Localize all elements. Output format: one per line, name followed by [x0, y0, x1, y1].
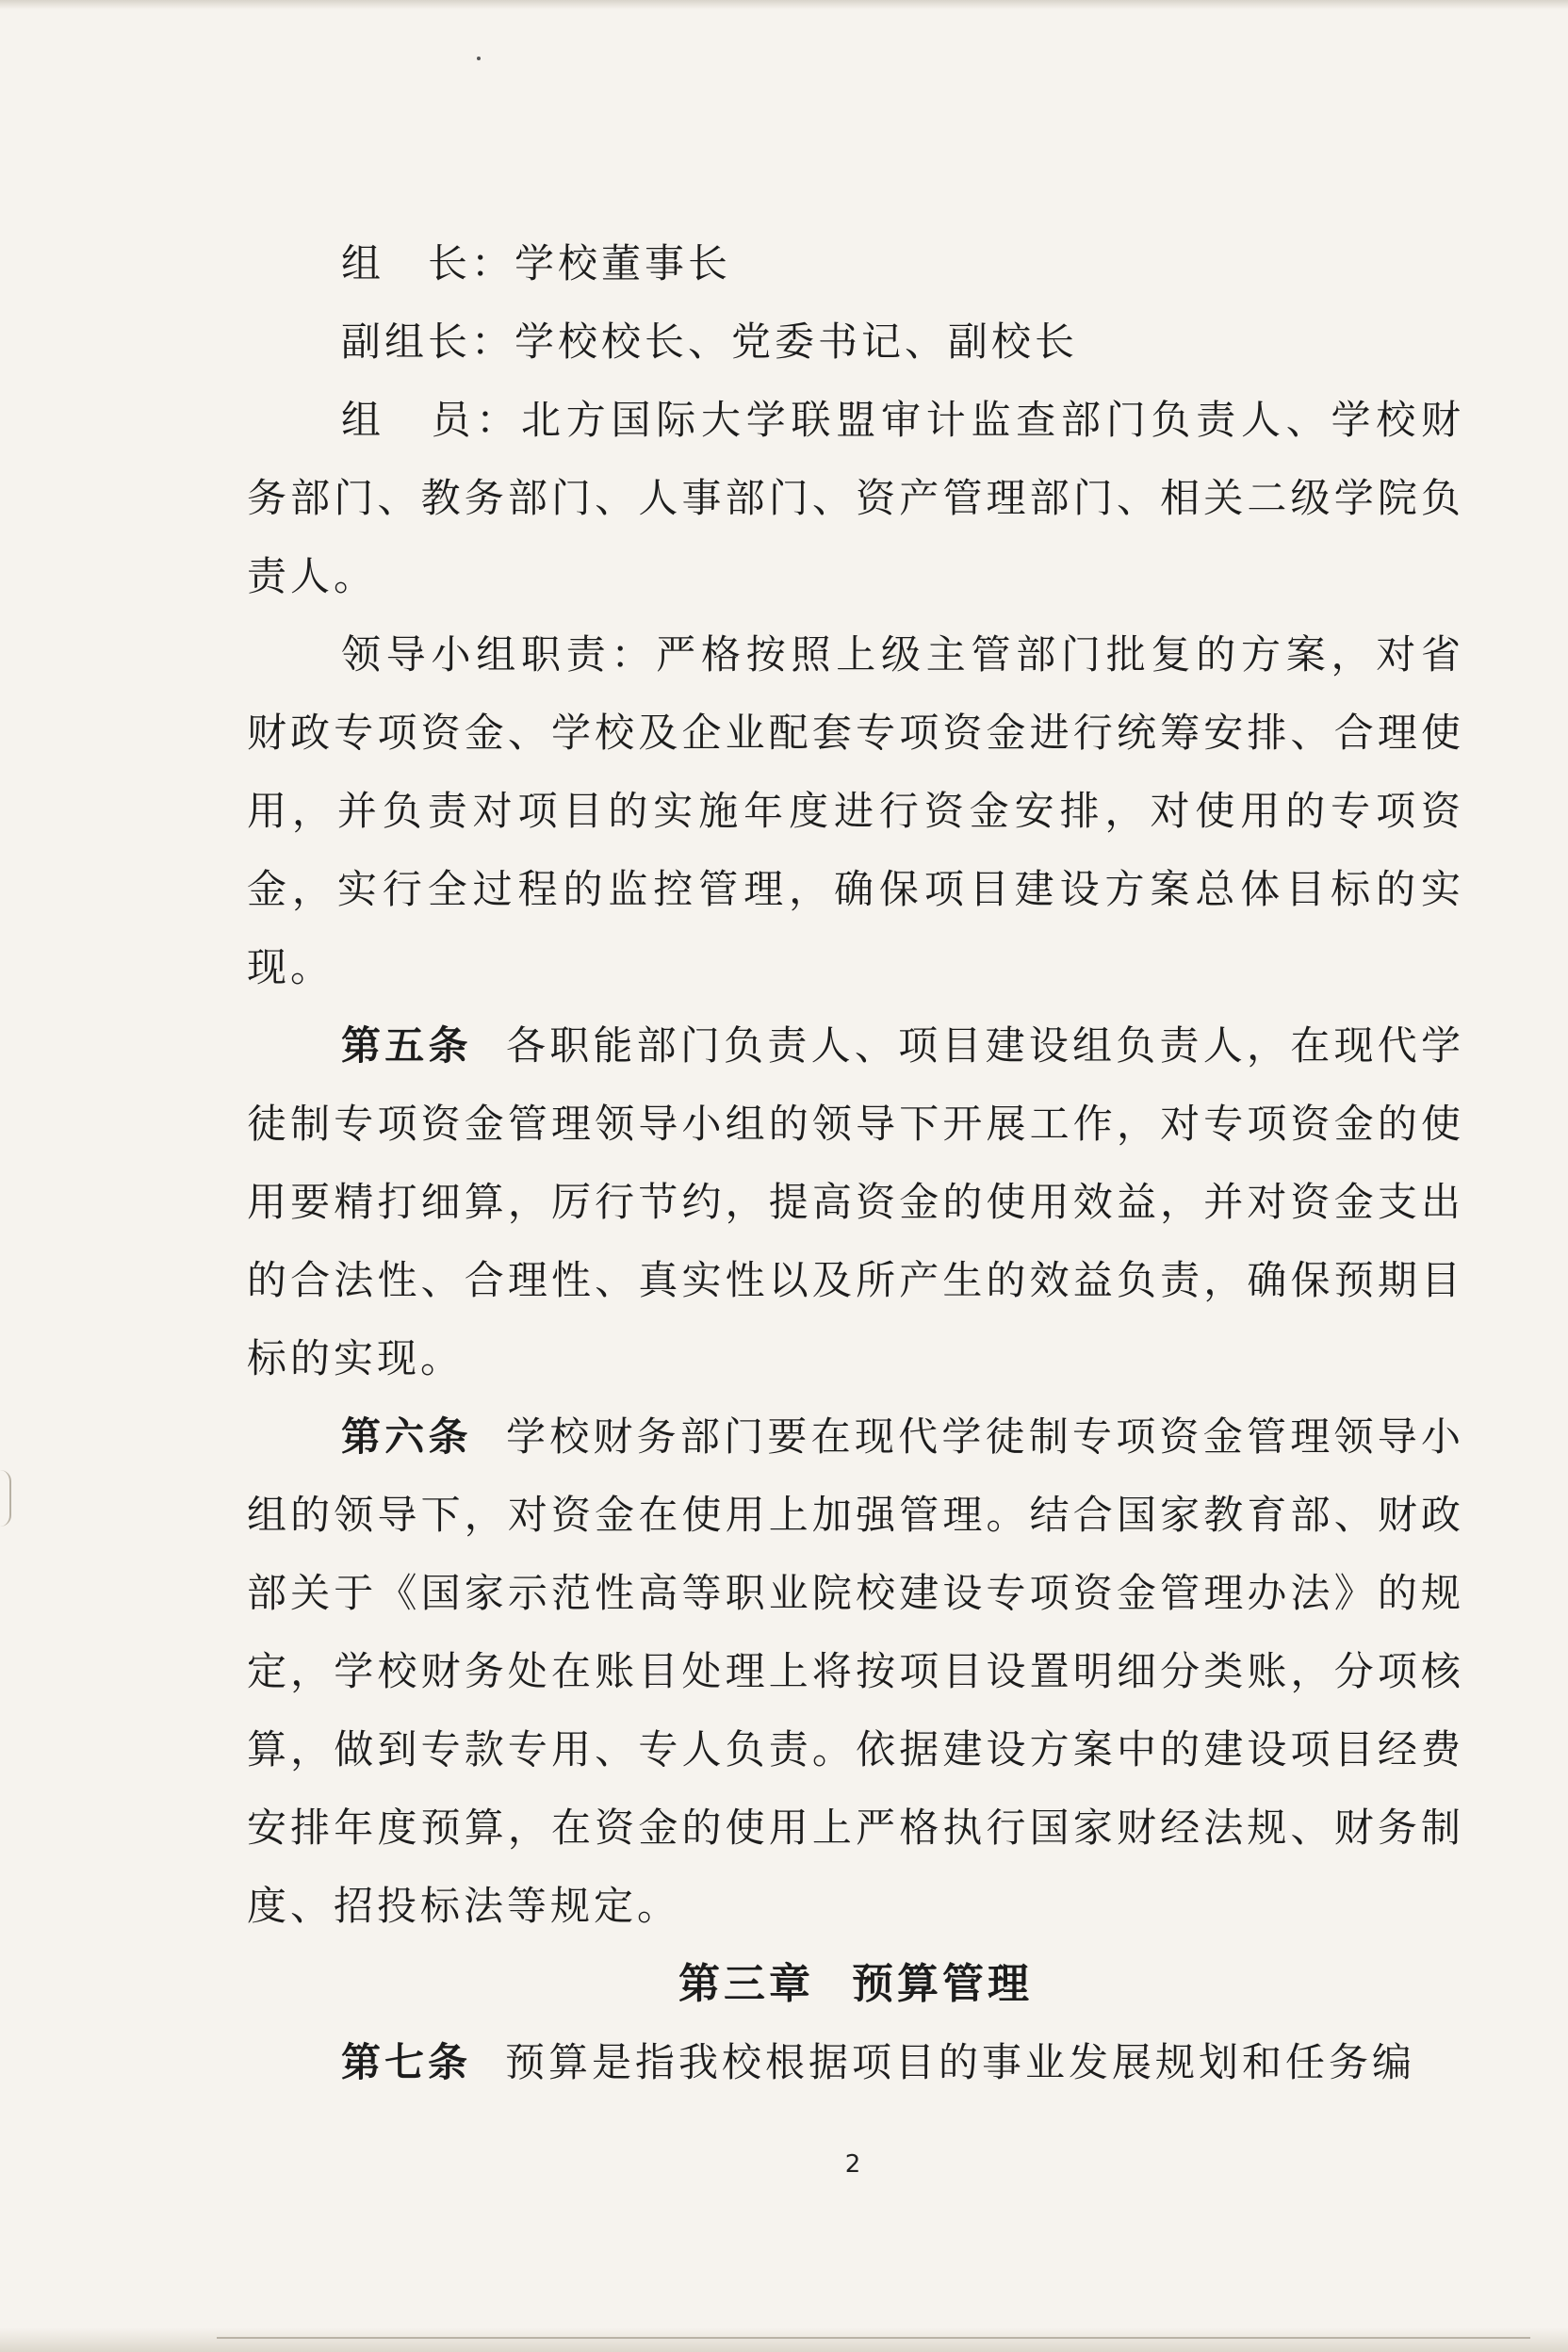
article-5-text: 各职能部门负责人、项目建设组负责人，在现代学徒制专项资金管理领导小组的领导下开展工作，对专项资金的使用要精打细算，厉行节约，提高资金的使用效益，并对资金支出的合法性、合理性、真实性以及所产生的效益负责，确保预期目标的实现。 [247, 1022, 1464, 1381]
page-number: 2 [844, 2150, 861, 2179]
page-bottom-rule [217, 2337, 1530, 2339]
article-7-text: 预算是指我校根据项目的事业发展规划和任务编 [505, 2039, 1416, 2085]
role-members-label: 组 员： [341, 397, 521, 443]
role-leader [247, 224, 1464, 302]
duty-paragraph: 领导小组职责：严格按照上级主管部门批复的方案，对省财政专项资金、学校及企业配套专项资金进行统筹安排、合理使用，并负责对项目的实施年度进行资金安排，对使用的专项资金，实行全过程的监控管理，确保项目建设方案总体目标的实现。 [247, 631, 1464, 990]
role-members [247, 381, 1464, 615]
scan-speck [477, 57, 481, 60]
document-body [247, 224, 1464, 2101]
role-members-value: 北方国际大学联盟审计监查部门负责人、学校财务部门、教务部门、人事部门、资产管理部门、相关二级学院负责人。 [247, 397, 1464, 599]
chapter-number: 第三章 [678, 1960, 814, 2008]
article-6 [247, 1397, 1464, 1945]
role-leader-value: 学校董事长 [514, 240, 732, 286]
role-deputy-value: 学校校长、党委书记、副校长 [514, 318, 1079, 365]
article-6-text: 学校财务部门要在现代学徒制专项资金管理领导小组的领导下，对资金在使用上加强管理。结合国家教育部、财政部关于《国家示范性高等职业院校建设专项资金管理办法》的规定，学校财务处在账目处理上将按项目设置明细分类账，分项核算，做到专款专用、专人负责。依据建设方案中的建设项目经费安排年度预算，在资金的使用上严格执行国家财经法规、财务制度、招投标法等规定。 [247, 1413, 1464, 1929]
chapter-title: 预算管理 [852, 1960, 1033, 2008]
article-5 [247, 1006, 1464, 1397]
role-deputy [247, 302, 1464, 381]
page-top-edge [0, 0, 1568, 9]
article-7-title: 第七条 [341, 2039, 472, 2085]
article-7 [247, 2023, 1464, 2101]
article-5-title: 第五条 [341, 1022, 472, 1069]
role-leader-label: 组 长： [341, 240, 515, 286]
chapter-heading [247, 1945, 1464, 2023]
article-6-title: 第六条 [341, 1413, 472, 1460]
page-fold-mark [0, 1470, 11, 1527]
page-bottom-edge [0, 2328, 1568, 2352]
role-deputy-label: 副组长： [341, 318, 515, 365]
